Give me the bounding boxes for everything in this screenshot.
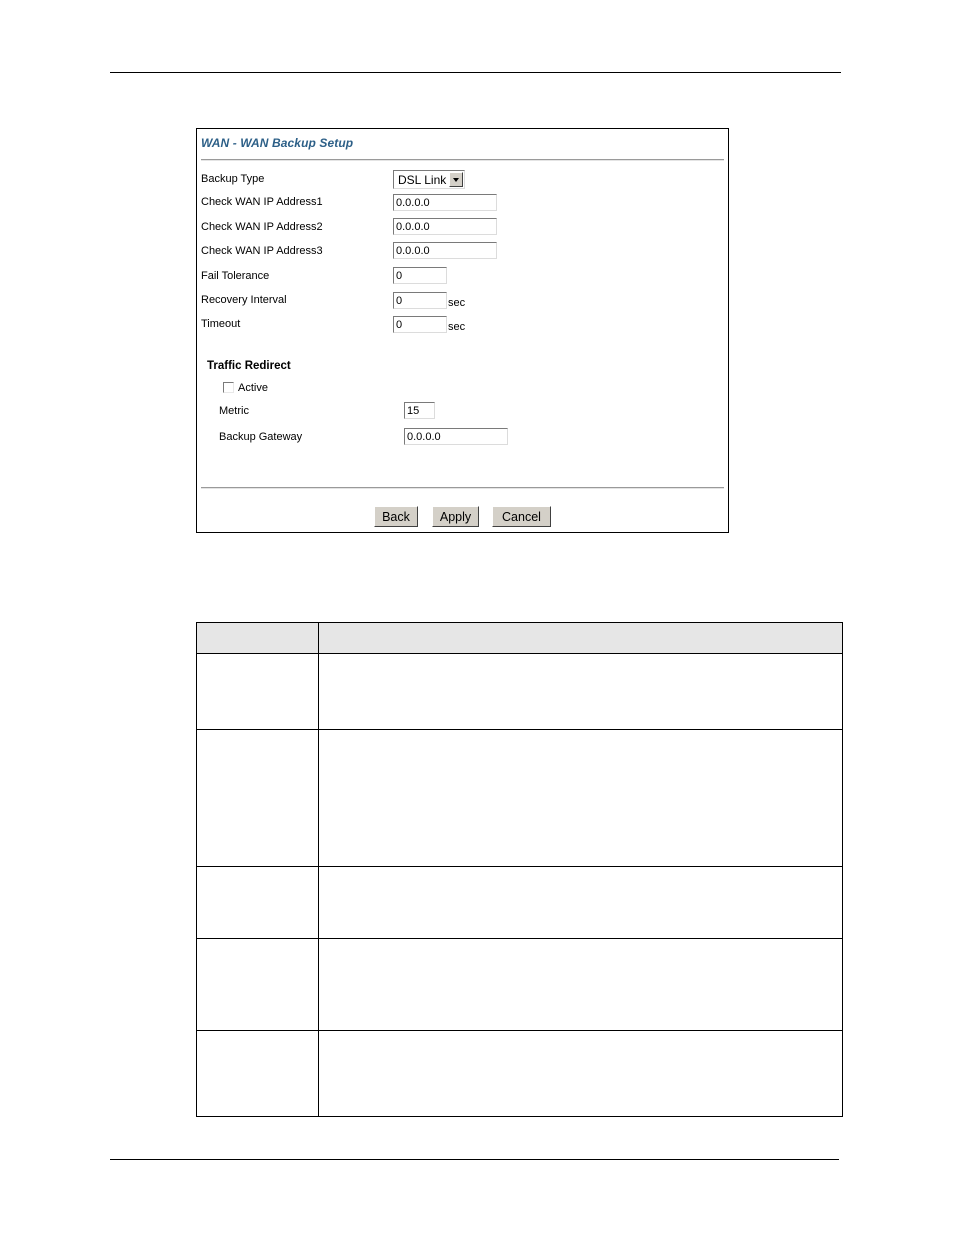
table-row-divider xyxy=(196,938,843,939)
backup-type-label: Backup Type xyxy=(201,173,265,185)
wan-backup-setup-panel xyxy=(196,128,729,533)
button-divider xyxy=(201,487,724,489)
table-row-divider xyxy=(196,866,843,867)
footer-rule xyxy=(110,1159,839,1160)
metric-label: Metric xyxy=(219,405,249,417)
check-wan-ip-1-input[interactable] xyxy=(393,194,497,211)
active-checkbox[interactable] xyxy=(223,382,234,393)
timeout-input[interactable] xyxy=(393,316,447,333)
recovery-interval-input[interactable] xyxy=(393,292,447,309)
cancel-button[interactable]: Cancel xyxy=(492,506,551,527)
timeout-unit: sec xyxy=(448,321,466,333)
active-label: Active xyxy=(238,382,268,394)
check-wan-ip-1-label: Check WAN IP Address1 xyxy=(201,196,323,208)
panel-title: WAN - WAN Backup Setup xyxy=(201,136,354,150)
recovery-interval-label: Recovery Interval xyxy=(201,294,287,306)
traffic-redirect-heading: Traffic Redirect xyxy=(207,360,291,372)
back-button[interactable]: Back xyxy=(374,506,418,527)
backup-type-value: DSL Link xyxy=(398,173,447,187)
fail-tolerance-label: Fail Tolerance xyxy=(201,270,270,282)
table-row-divider xyxy=(196,729,843,730)
check-wan-ip-3-input[interactable] xyxy=(393,242,497,259)
check-wan-ip-2-input[interactable] xyxy=(393,218,497,235)
header-rule xyxy=(110,72,841,73)
apply-button[interactable]: Apply xyxy=(432,506,479,527)
check-wan-ip-2-label: Check WAN IP Address2 xyxy=(201,221,323,233)
table-row-divider xyxy=(196,1030,843,1031)
timeout-label: Timeout xyxy=(201,318,241,330)
table-border-right xyxy=(842,622,843,1117)
table-column-divider xyxy=(318,622,319,1117)
table-border-left xyxy=(196,622,197,1117)
table-border-top xyxy=(196,622,843,623)
backup-gateway-label: Backup Gateway xyxy=(219,431,303,443)
chevron-down-icon[interactable] xyxy=(449,172,463,187)
check-wan-ip-3-label: Check WAN IP Address3 xyxy=(201,245,323,257)
backup-gateway-input[interactable] xyxy=(404,428,508,445)
fail-tolerance-input[interactable] xyxy=(393,267,447,284)
table-border-bottom xyxy=(196,1116,843,1117)
backup-type-select[interactable] xyxy=(393,170,465,189)
table-row-divider xyxy=(196,653,843,654)
recovery-interval-unit: sec xyxy=(448,297,466,309)
metric-input[interactable] xyxy=(404,402,435,419)
table-header-row xyxy=(196,622,843,653)
title-divider xyxy=(201,159,724,161)
description-table xyxy=(196,622,843,1117)
